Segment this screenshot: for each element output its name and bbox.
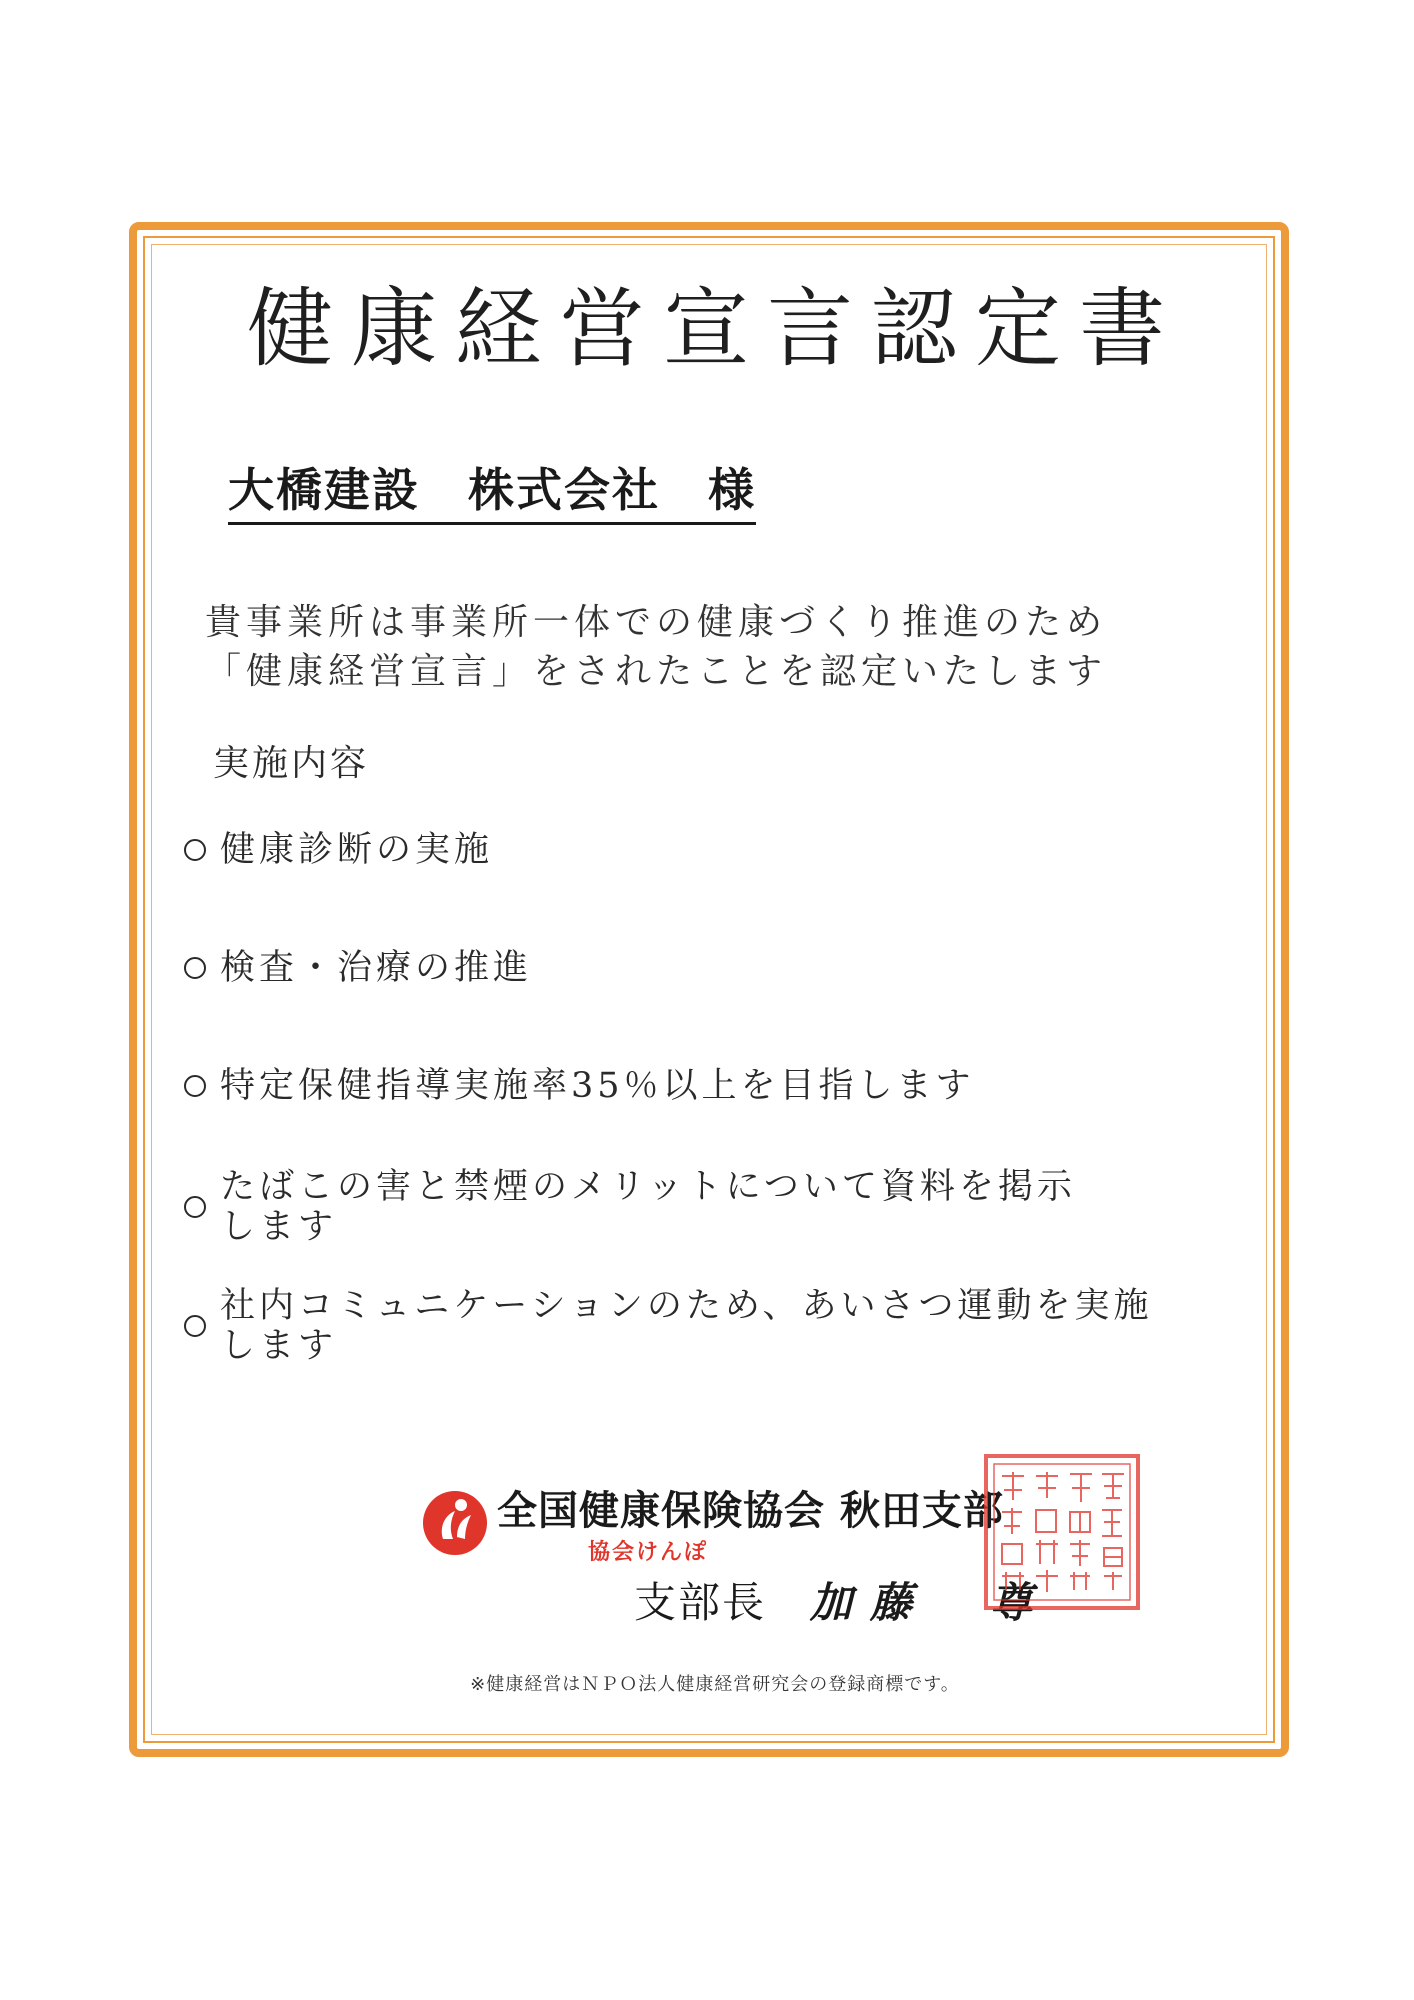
list-item (184, 1167, 1076, 1247)
list-item (184, 1066, 975, 1106)
circle-bullet-icon (184, 957, 206, 979)
list-item-text: 社内コミュニケーションのため、あいさつ運動を実施 します (220, 1286, 1153, 1366)
circle-bullet-icon (184, 1196, 206, 1218)
signer-title: 支部長 (634, 1578, 767, 1627)
list-item-text: 特定保健指導実施率35％以上を目指します (220, 1066, 975, 1106)
statement-line: 貴事業所は事業所一体での健康づくり推進のため (205, 602, 1108, 643)
official-seal-stamp (982, 1452, 1142, 1612)
recipient-name: 大橋建設 株式会社 様 (228, 465, 756, 525)
issuer-nickname: 協会けんぽ (588, 1540, 709, 1565)
list-item (184, 948, 532, 988)
certification-statement (205, 598, 1107, 696)
list-item-text: たばこの害と禁煙のメリットについて資料を掲示 します (220, 1167, 1076, 1247)
statement-line: 「健康経営宣言」をされたことを認定いたします (205, 651, 1108, 692)
list-item-text: 検査・治療の推進 (220, 948, 533, 988)
circle-bullet-icon (184, 1315, 206, 1337)
signer-name: 加藤 尊 (810, 1578, 1051, 1627)
items-heading: 実施内容 (213, 743, 370, 784)
certificate-title: 健康経営宣言認定書 (247, 279, 1183, 379)
list-item (184, 830, 493, 870)
circle-bullet-icon (184, 839, 206, 861)
kyokai-kenpo-logo-icon (421, 1489, 489, 1557)
list-item-text: 健康診断の実施 (220, 830, 494, 870)
trademark-footnote: ※健康経営はＮＰＯ法人健康経営研究会の登録商標です。 (470, 1674, 960, 1695)
circle-bullet-icon (184, 1075, 206, 1097)
list-item (184, 1286, 1153, 1366)
issuer-organization: 全国健康保険協会 秋田支部 (497, 1488, 1004, 1534)
